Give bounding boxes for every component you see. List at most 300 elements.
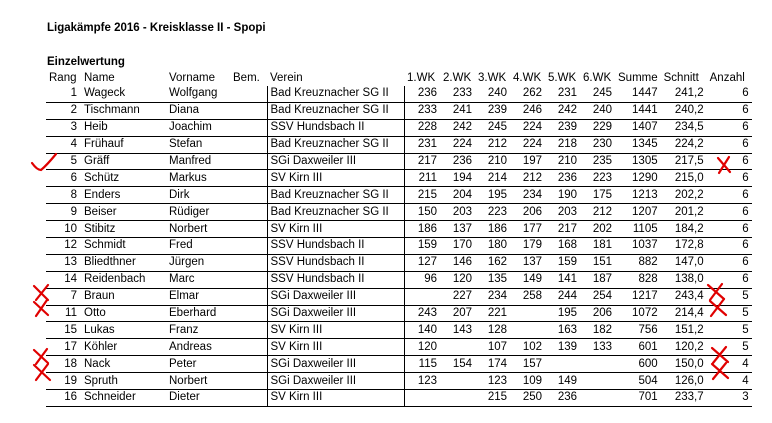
cell-wk2: 242 [440, 119, 475, 136]
cell-wk5: 236 [545, 170, 580, 187]
cell-wk3: 239 [475, 102, 510, 119]
cell-name: Schneider [81, 390, 166, 407]
cell-wk4: 149 [510, 271, 545, 288]
cell-schnitt: 224,2 [661, 136, 707, 153]
cell-wk3: 234 [475, 288, 510, 305]
cell-summe: 1345 [615, 136, 661, 153]
cell-bem [230, 238, 267, 255]
cell-wk5: 236 [545, 390, 580, 407]
cell-bem [230, 136, 267, 153]
cell-wk5: 163 [545, 322, 580, 339]
cell-verein: SSV Hundsbach II [267, 254, 404, 271]
cell-wk6: 181 [580, 238, 615, 255]
cell-vorname: Eberhard [166, 305, 230, 322]
cell-summe: 1447 [615, 86, 661, 102]
cell-wk3: 223 [475, 204, 510, 221]
cell-wk5: 203 [545, 204, 580, 221]
cell-verein: Bad Kreuznacher SG II [267, 86, 404, 102]
cell-vorname: Rüdiger [166, 204, 230, 221]
cell-wk6 [580, 356, 615, 373]
cell-wk2: 233 [440, 86, 475, 102]
cell-wk6: 175 [580, 187, 615, 204]
cell-wk4: 157 [510, 356, 545, 373]
cell-wk4: 246 [510, 102, 545, 119]
cell-rang: 2 [46, 102, 81, 119]
cell-name: Schmidt [81, 238, 166, 255]
cell-name: Reidenbach [81, 271, 166, 288]
cell-wk5: 231 [545, 86, 580, 102]
cell-rang: 16 [46, 390, 81, 407]
table-row [46, 102, 752, 119]
cell-summe: 882 [615, 254, 661, 271]
cell-wk5: 141 [545, 271, 580, 288]
cell-summe: 1213 [615, 187, 661, 204]
cell-wk3: 123 [475, 373, 510, 390]
cell-bem [230, 373, 267, 390]
cell-wk4 [510, 305, 545, 322]
cell-wk1: 243 [404, 305, 440, 322]
cell-wk6: 202 [580, 221, 615, 238]
cell-summe: 1105 [615, 221, 661, 238]
cell-wk5 [545, 356, 580, 373]
cell-rang: 4 [46, 136, 81, 153]
table-row [46, 187, 752, 204]
cell-schnitt: 214,4 [661, 305, 707, 322]
cell-anzahl: 4 [707, 356, 752, 373]
cell-wk4: 102 [510, 339, 545, 356]
cell-wk1: 217 [404, 153, 440, 170]
cell-schnitt: 172,8 [661, 238, 707, 255]
cell-verein: SV Kirn III [267, 390, 404, 407]
cell-schnitt: 240,2 [661, 102, 707, 119]
col-header: 4.WK [513, 71, 542, 84]
cell-wk3: 186 [475, 221, 510, 238]
cell-wk4: 179 [510, 238, 545, 255]
cell-wk1: 96 [404, 271, 440, 288]
cell-schnitt: 202,2 [661, 187, 707, 204]
cell-anzahl: 4 [707, 373, 752, 390]
table-row [46, 356, 752, 373]
cell-bem [230, 170, 267, 187]
cell-wk5: 244 [545, 288, 580, 305]
cell-vorname: Marc [166, 271, 230, 288]
table-row [46, 204, 752, 221]
cell-vorname: Jürgen [166, 254, 230, 271]
cell-rang: 15 [46, 322, 81, 339]
cell-wk5: 242 [545, 102, 580, 119]
cell-wk1: 186 [404, 221, 440, 238]
cell-summe: 504 [615, 373, 661, 390]
cell-wk2 [440, 373, 475, 390]
cell-wk5: 210 [545, 153, 580, 170]
cell-wk4 [510, 322, 545, 339]
cell-wk3: 221 [475, 305, 510, 322]
cell-wk1: 123 [404, 373, 440, 390]
cell-wk5: 149 [545, 373, 580, 390]
cell-wk2: 154 [440, 356, 475, 373]
cell-wk6: 151 [580, 254, 615, 271]
cell-wk4: 250 [510, 390, 545, 407]
cell-wk3: 245 [475, 119, 510, 136]
cell-wk2: 146 [440, 254, 475, 271]
cell-wk3: 128 [475, 322, 510, 339]
cell-wk4: 177 [510, 221, 545, 238]
cell-wk2 [440, 339, 475, 356]
cell-wk1: 159 [404, 238, 440, 255]
table-row [46, 153, 752, 170]
cell-bem [230, 221, 267, 238]
cell-schnitt: 241,2 [661, 86, 707, 102]
cell-schnitt: 151,2 [661, 322, 707, 339]
cell-wk1 [404, 288, 440, 305]
cell-wk6: 212 [580, 204, 615, 221]
cell-vorname: Diana [166, 102, 230, 119]
cell-rang: 3 [46, 119, 81, 136]
cell-wk2: 170 [440, 238, 475, 255]
cell-verein: SGi Daxweiler III [267, 305, 404, 322]
cell-wk2: 137 [440, 221, 475, 238]
cell-schnitt: 217,5 [661, 153, 707, 170]
cell-schnitt: 120,2 [661, 339, 707, 356]
cell-wk3: 180 [475, 238, 510, 255]
cell-schnitt: 233,7 [661, 390, 707, 407]
header-row [46, 70, 752, 86]
cell-wk5: 218 [545, 136, 580, 153]
cell-summe: 1217 [615, 288, 661, 305]
cell-anzahl: 6 [707, 204, 752, 221]
cell-schnitt: 150,0 [661, 356, 707, 373]
cell-wk1: 236 [404, 86, 440, 102]
cell-schnitt: 138,0 [661, 271, 707, 288]
cell-wk6: 133 [580, 339, 615, 356]
cell-wk3: 195 [475, 187, 510, 204]
cell-bem [230, 102, 267, 119]
cell-summe: 1290 [615, 170, 661, 187]
cell-vorname: Dieter [166, 390, 230, 407]
cell-wk5: 190 [545, 187, 580, 204]
cell-vorname: Norbert [166, 373, 230, 390]
cell-verein: SSV Hundsbach II [267, 119, 404, 136]
cell-wk3: 214 [475, 170, 510, 187]
cell-name: Beiser [81, 204, 166, 221]
cell-summe: 600 [615, 356, 661, 373]
cell-wk2: 120 [440, 271, 475, 288]
cell-wk3: 135 [475, 271, 510, 288]
cell-rang: 17 [46, 339, 81, 356]
cell-wk6: 206 [580, 305, 615, 322]
cell-wk2: 224 [440, 136, 475, 153]
col-header: Bem. [233, 71, 260, 84]
cell-wk6: 187 [580, 271, 615, 288]
cell-anzahl: 3 [707, 390, 752, 407]
cell-wk2 [440, 390, 475, 407]
table-row [46, 305, 752, 322]
col-header: 1.WK [407, 71, 436, 84]
cell-wk3: 162 [475, 254, 510, 271]
cell-wk1: 150 [404, 204, 440, 221]
cell-rang: 13 [46, 254, 81, 271]
cell-wk1: 211 [404, 170, 440, 187]
cell-wk1: 127 [404, 254, 440, 271]
cell-anzahl: 5 [707, 322, 752, 339]
cell-anzahl: 6 [707, 86, 752, 102]
cell-wk4: 212 [510, 170, 545, 187]
cell-summe: 828 [615, 271, 661, 288]
cell-wk6: 245 [580, 86, 615, 102]
cell-anzahl: 5 [707, 288, 752, 305]
cell-bem [230, 322, 267, 339]
table-row [46, 238, 752, 255]
cell-verein: Bad Kreuznacher SG II [267, 102, 404, 119]
table-row [46, 221, 752, 238]
cell-wk2: 143 [440, 322, 475, 339]
cell-wk4: 137 [510, 254, 545, 271]
cell-wk6: 230 [580, 136, 615, 153]
cell-wk2: 236 [440, 153, 475, 170]
cell-verein: Bad Kreuznacher SG II [267, 187, 404, 204]
table-row [46, 390, 752, 407]
cell-wk3: 215 [475, 390, 510, 407]
col-header: Rang [49, 71, 77, 84]
cell-name: Heib [81, 119, 166, 136]
cell-wk2: 207 [440, 305, 475, 322]
cell-name: Braun [81, 288, 166, 305]
table-row [46, 254, 752, 271]
cell-wk1: 233 [404, 102, 440, 119]
cell-summe: 1407 [615, 119, 661, 136]
cell-bem [230, 288, 267, 305]
cell-wk6: 254 [580, 288, 615, 305]
cell-bem [230, 271, 267, 288]
cell-wk5: 195 [545, 305, 580, 322]
cell-summe: 601 [615, 339, 661, 356]
cell-bem [230, 153, 267, 170]
cell-name: Lukas [81, 322, 166, 339]
cell-summe: 1305 [615, 153, 661, 170]
cell-anzahl: 6 [707, 271, 752, 288]
cell-rang: 1 [46, 86, 81, 102]
cell-schnitt: 184,2 [661, 221, 707, 238]
col-header: Verein [270, 71, 303, 84]
cell-summe: 1037 [615, 238, 661, 255]
cell-bem [230, 356, 267, 373]
cell-anzahl: 6 [707, 119, 752, 136]
cell-wk2: 194 [440, 170, 475, 187]
cell-rang: 8 [46, 187, 81, 204]
cell-name: Nack [81, 356, 166, 373]
cell-wk6 [580, 373, 615, 390]
cell-rang: 11 [46, 305, 81, 322]
cell-wk5: 168 [545, 238, 580, 255]
cell-bem [230, 390, 267, 407]
cell-rang: 7 [46, 288, 81, 305]
cell-bem [230, 86, 267, 102]
table-row [46, 339, 752, 356]
results-table [46, 70, 752, 407]
cell-name: Otto [81, 305, 166, 322]
cell-name: Stibitz [81, 221, 166, 238]
cell-wk3: 212 [475, 136, 510, 153]
cell-rang: 5 [46, 153, 81, 170]
cell-wk3: 107 [475, 339, 510, 356]
cell-anzahl: 6 [707, 102, 752, 119]
cell-summe: 1207 [615, 204, 661, 221]
cell-wk4: 206 [510, 204, 545, 221]
cell-bem [230, 187, 267, 204]
cell-wk1: 231 [404, 136, 440, 153]
col-header: Schnitt [663, 71, 699, 84]
cell-verein: SGi Daxweiler III [267, 356, 404, 373]
cell-anzahl: 6 [707, 170, 752, 187]
cell-vorname: Dirk [166, 187, 230, 204]
col-header: Name [84, 71, 115, 84]
cell-wk1: 120 [404, 339, 440, 356]
cell-bem [230, 254, 267, 271]
cell-wk1: 140 [404, 322, 440, 339]
table-row [46, 170, 752, 187]
cell-vorname: Elmar [166, 288, 230, 305]
cell-anzahl: 6 [707, 238, 752, 255]
cell-vorname: Andreas [166, 339, 230, 356]
table-row [46, 322, 752, 339]
cell-wk4: 109 [510, 373, 545, 390]
cell-rang: 18 [46, 356, 81, 373]
cell-vorname: Norbert [166, 221, 230, 238]
cell-wk6: 223 [580, 170, 615, 187]
cell-wk2: 227 [440, 288, 475, 305]
cell-wk6: 235 [580, 153, 615, 170]
cell-summe: 1072 [615, 305, 661, 322]
cell-verein: Bad Kreuznacher SG II [267, 136, 404, 153]
cell-vorname: Fred [166, 238, 230, 255]
cell-verein: SV Kirn III [267, 322, 404, 339]
cell-rang: 19 [46, 373, 81, 390]
col-header: 5.WK [548, 71, 577, 84]
cell-vorname: Markus [166, 170, 230, 187]
cell-schnitt: 147,0 [661, 254, 707, 271]
cell-rang: 6 [46, 170, 81, 187]
cell-wk6 [580, 390, 615, 407]
cell-wk2: 204 [440, 187, 475, 204]
cell-schnitt: 215,0 [661, 170, 707, 187]
cell-vorname: Peter [166, 356, 230, 373]
cell-wk4: 262 [510, 86, 545, 102]
cell-wk3: 240 [475, 86, 510, 102]
col-header: 6.WK [583, 71, 612, 84]
cell-wk5: 139 [545, 339, 580, 356]
cell-wk4: 224 [510, 119, 545, 136]
cell-verein: SSV Hundsbach II [267, 271, 404, 288]
cell-anzahl: 5 [707, 339, 752, 356]
cell-wk4: 197 [510, 153, 545, 170]
col-header: Vorname [169, 71, 216, 84]
cell-verein: Bad Kreuznacher SG II [267, 204, 404, 221]
col-header: 2.WK [443, 71, 472, 84]
cell-name: Gräff [81, 153, 166, 170]
cell-rang: 14 [46, 271, 81, 288]
cell-anzahl: 6 [707, 153, 752, 170]
cell-verein: SGi Daxweiler III [267, 153, 404, 170]
table-row [46, 373, 752, 390]
cell-name: Frühauf [81, 136, 166, 153]
col-header: Anzahl [709, 71, 745, 84]
cell-wk1: 115 [404, 356, 440, 373]
page-title: Ligakämpfe 2016 - Kreisklasse II - Spopi [47, 22, 266, 34]
col-header: 3.WK [478, 71, 507, 84]
table-row [46, 86, 752, 102]
cell-wk1 [404, 390, 440, 407]
cell-wk2: 241 [440, 102, 475, 119]
cell-anzahl: 5 [707, 305, 752, 322]
cell-wk1: 228 [404, 119, 440, 136]
cell-verein: SGi Daxweiler III [267, 288, 404, 305]
cell-wk1: 215 [404, 187, 440, 204]
cell-verein: SGi Daxweiler III [267, 373, 404, 390]
cell-bem [230, 339, 267, 356]
cell-wk5: 159 [545, 254, 580, 271]
cell-wk4: 224 [510, 136, 545, 153]
cell-vorname: Stefan [166, 136, 230, 153]
cell-name: Enders [81, 187, 166, 204]
cell-vorname: Franz [166, 322, 230, 339]
cell-vorname: Manfred [166, 153, 230, 170]
table-row [46, 288, 752, 305]
cell-schnitt: 234,5 [661, 119, 707, 136]
cell-vorname: Wolfgang [166, 86, 230, 102]
cell-name: Köhler [81, 339, 166, 356]
cell-wk4: 258 [510, 288, 545, 305]
section-title: Einzelwertung [47, 56, 125, 68]
cell-rang: 9 [46, 204, 81, 221]
cell-bem [230, 204, 267, 221]
cell-wk6: 240 [580, 102, 615, 119]
cell-schnitt: 201,2 [661, 204, 707, 221]
cell-verein: SV Kirn III [267, 170, 404, 187]
cell-vorname: Joachim [166, 119, 230, 136]
cell-anzahl: 6 [707, 187, 752, 204]
cell-name: Spruth [81, 373, 166, 390]
col-header: Summe [618, 71, 658, 84]
cell-schnitt: 243,4 [661, 288, 707, 305]
cell-verein: SV Kirn III [267, 339, 404, 356]
cell-name: Bliedthner [81, 254, 166, 271]
cell-anzahl: 6 [707, 136, 752, 153]
cell-summe: 756 [615, 322, 661, 339]
cell-verein: SSV Hundsbach II [267, 238, 404, 255]
table-row [46, 119, 752, 136]
cell-bem [230, 119, 267, 136]
cell-rang: 10 [46, 221, 81, 238]
cell-schnitt: 126,0 [661, 373, 707, 390]
cell-wk5: 217 [545, 221, 580, 238]
cell-wk4: 234 [510, 187, 545, 204]
cell-verein: SV Kirn III [267, 221, 404, 238]
table-row [46, 271, 752, 288]
cell-summe: 701 [615, 390, 661, 407]
cell-wk6: 182 [580, 322, 615, 339]
cell-wk3: 174 [475, 356, 510, 373]
cell-name: Wageck [81, 86, 166, 102]
cell-bem [230, 305, 267, 322]
cell-name: Schütz [81, 170, 166, 187]
cell-wk5: 239 [545, 119, 580, 136]
cell-anzahl: 6 [707, 254, 752, 271]
cell-wk2: 203 [440, 204, 475, 221]
cell-wk3: 210 [475, 153, 510, 170]
cell-summe: 1441 [615, 102, 661, 119]
cell-rang: 12 [46, 238, 81, 255]
cell-name: Tischmann [81, 102, 166, 119]
